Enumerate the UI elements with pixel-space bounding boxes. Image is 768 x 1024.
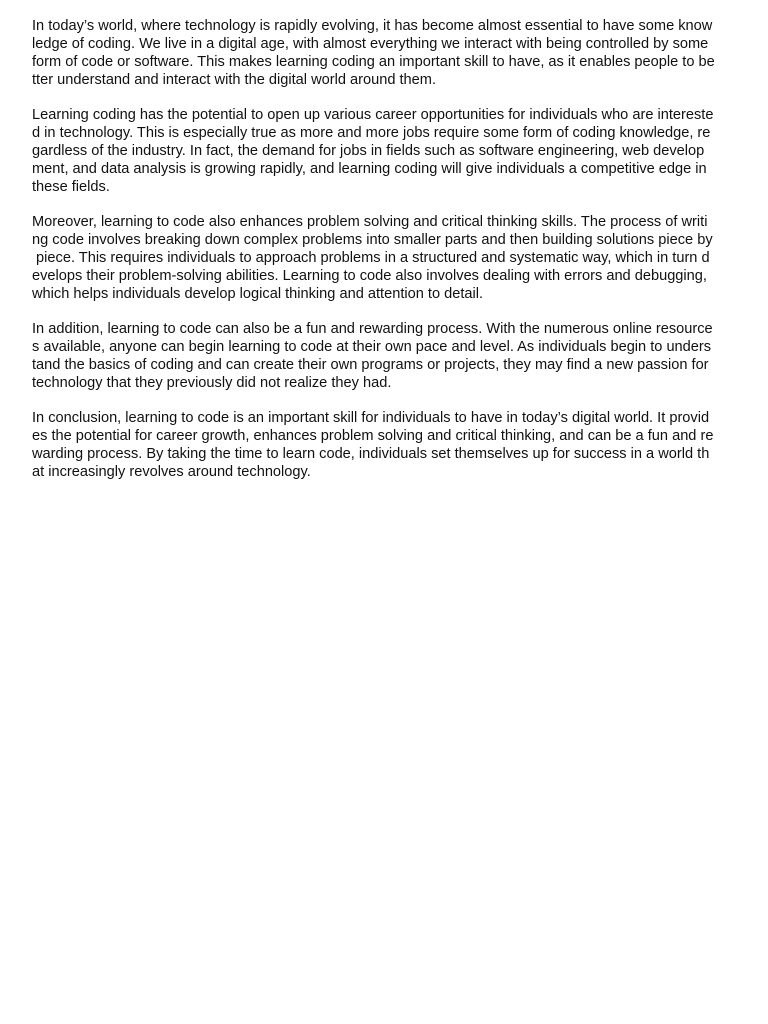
document-body [32,17,740,498]
text-line: tand the basics of coding and can create their own programs or projects, they may find a new passion for [32,357,709,373]
text-line: es the potential for career growth, enhances problem solving and critical thinking, and can be a fun and re [32,428,714,444]
text-line: In conclusion, learning to code is an important skill for individuals to have in today’s digital world. It provid [32,410,710,426]
paragraph-problem-solving [32,213,740,303]
text-line: ng code involves breaking down complex problems into smaller parts and then building solutions piece by [32,232,713,248]
text-line: tter understand and interact with the digital world around them. [32,72,436,88]
text-line: form of code or software. This makes learning coding an important skill to have, as it enables people to be [32,54,715,70]
text-line: Moreover, learning to code also enhances problem solving and critical thinking skills. The process of writi [32,214,708,230]
text-line: d in technology. This is especially true as more and more jobs require some form of coding knowledge, re [32,125,711,141]
text-line: In addition, learning to code can also be a fun and rewarding process. With the numerous online resource [32,321,713,337]
text-line: which helps individuals develop logical thinking and attention to detail. [32,286,484,302]
paragraph-career [32,106,740,196]
text-line: gardless of the industry. In fact, the demand for jobs in fields such as software engineering, web develop [32,143,705,159]
text-line: Learning coding has the potential to open up various career opportunities for individuals who are intereste [32,107,714,123]
text-line: evelops their problem-solving abilities. Learning to code also involves dealing with errors and debugging, [32,268,707,284]
text-line: ledge of coding. We live in a digital age, with almost everything we interact with being controlled by some [32,36,709,52]
text-line: warding process. By taking the time to learn code, individuals set themselves up for success in a world th [32,446,710,462]
paragraph-intro [32,17,740,89]
paragraph-conclusion [32,409,740,481]
text-line: these fields. [32,179,110,195]
text-line: at increasingly revolves around technology. [32,464,311,480]
paragraph-fun [32,320,740,392]
text-line: In today’s world, where technology is rapidly evolving, it has become almost essential to have some know [32,18,713,34]
text-line: piece. This requires individuals to approach problems in a structured and systematic way, which in turn d [32,250,710,266]
text-line: ment, and data analysis is growing rapidly, and learning coding will give individuals a competitive edge in [32,161,707,177]
text-line: s available, anyone can begin learning to code at their own pace and level. As individuals begin to unders [32,339,712,355]
text-line: technology that they previously did not realize they had. [32,375,392,391]
